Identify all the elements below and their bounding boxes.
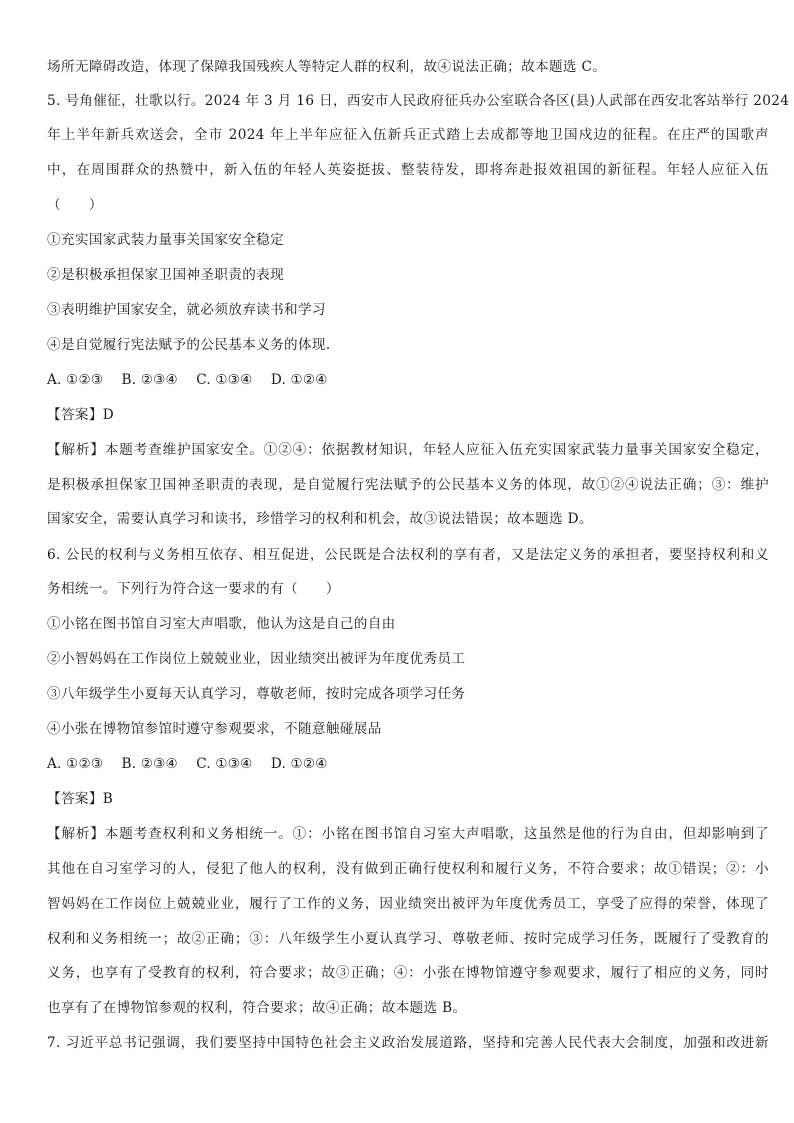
question-6-statement-1: ①小铭在图书馆自习室大声唱歌，他认为这是自己的自由: [47, 616, 396, 632]
question-6-statement-2: ②小智妈妈在工作岗位上兢兢业业，因业绩突出被评为年度优秀员工: [47, 651, 466, 667]
question-6-analysis-line-5: 义务，也享有了受教育的权利，符合要求；故③正确；④：小张在博物馆遵守参观要求，履行了相应的义务，同时: [47, 965, 769, 981]
question-5-analysis-line-3: 国家安全，需要认真学习和读书，珍惜学习的权利和机会，故③说法错误；故本题选 D。: [47, 511, 593, 527]
question-5-blank: （ ）: [47, 197, 103, 213]
question-5-statement-2: ②是积极承担保家卫国神圣职责的表现: [47, 267, 285, 283]
question-7-stem-line-1: 7. 习近平总书记强调，我们要坚持中国特色社会主义政治发展道路，坚持和完善人民代表大会制度，加强和改进新: [47, 1035, 769, 1051]
question-6-analysis-line-3: 智妈妈在工作岗位上兢兢业业，履行了工作的义务，因业绩突出被评为年度优秀员工，享受了应得的荣誉，体现了: [47, 896, 769, 912]
question-6-analysis-line-4: 权利和义务相统一；故②正确；③：八年级学生小夏认真学习、尊敬老师、按时完成学习任务，既履行了受教育的: [47, 931, 769, 947]
question-5-options: A. ①②③ B. ②③④ C. ①③④ D. ①②④: [47, 372, 328, 388]
question-6-analysis-line-6: 也享有了在博物馆参观的权利，符合要求；故④正确；故本题选 B。: [47, 1000, 467, 1016]
question-5-statement-3: ③表明维护国家安全，就必须放弃读书和学习: [47, 302, 326, 318]
question-5-statement-4: ④是自觉履行宪法赋予的公民基本义务的体现.: [47, 337, 331, 353]
question-5-stem-line-1: 5. 号角催征，壮歌以行。2024 年 3 月 16 日，西安市人民政府征兵办公室联合各区(县)人武部在西安北客站举行 2024: [47, 93, 790, 109]
question-6-statement-4: ④小张在博物馆参馆时遵守参观要求，不随意触碰展品: [47, 721, 382, 737]
text-line-1: 场所无障碍改造，体现了保障我国残疾人等特定人群的权利，故④说法正确；故本题选 C。: [47, 59, 607, 75]
question-5-stem-line-3: 中，在周围群众的热赞中，新入伍的年轻人英姿挺拔、整装待发，即将奔赴报效祖国的新征程。年轻人应征入伍: [47, 162, 769, 178]
question-5-stem-line-2: 年上半年新兵欢送会，全市 2024 年上半年应征入伍新兵正式踏上去成都等地卫国戍边的征程。在庄严的国歌声: [47, 127, 769, 143]
question-5-analysis-line-2: 是积极承担保家卫国神圣职责的表现，是自觉履行宪法赋予的公民基本义务的体现，故①②④说法正确；③：维护: [47, 477, 769, 493]
question-6-analysis-line-1: 【解析】本题考查权利和义务相统一。①：小铭在图书馆自习室大声唱歌，这虽然是他的行为自由，但却影响到了: [47, 826, 769, 842]
question-6-answer: 【答案】B: [47, 791, 114, 807]
question-5-statement-1: ①充实国家武装力量事关国家安全稳定: [47, 232, 285, 248]
question-6-statement-3: ③八年级学生小夏每天认真学习，尊敬老师，按时完成各项学习任务: [47, 686, 466, 702]
question-6-stem-line-1: 6. 公民的权利与义务相互依存、相互促进，公民既是合法权利的享有者，又是法定义务的承担者，要坚持权利和义: [47, 547, 769, 563]
question-6-analysis-line-2: 其他在自习室学习的人，侵犯了他人的权利，没有做到正确行使权利和履行义务，不符合要求；故①错误；②：小: [47, 861, 769, 877]
question-6-options: A. ①②③ B. ②③④ C. ①③④ D. ①②④: [47, 756, 328, 772]
question-5-analysis-line-1: 【解析】本题考查维护国家安全。①②④：依据教材知识，年轻人应征入伍充实国家武装力量事关国家安全稳定，: [47, 442, 769, 458]
question-5-answer: 【答案】D: [47, 407, 115, 423]
question-6-stem-line-2: 务相统一。下列行为符合这一要求的有（ ）: [47, 581, 340, 597]
